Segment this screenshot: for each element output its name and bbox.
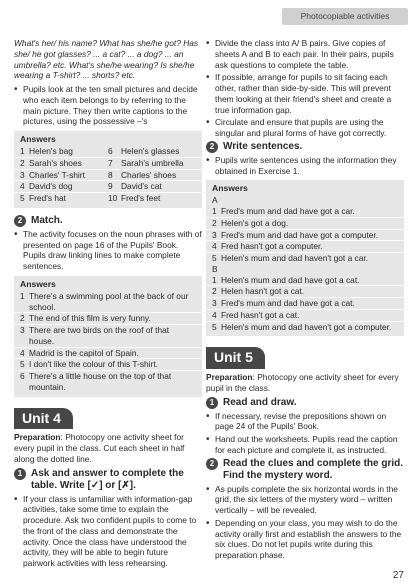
answer-text: There's a little house on the top of that mountain. [29, 371, 172, 392]
answer-text: Helen's mum and dad haven't got a computer. [221, 321, 392, 332]
left-column [14, 38, 202, 571]
answer-row [20, 291, 196, 313]
answer-number: 1 [20, 146, 25, 156]
answer-row [108, 181, 196, 192]
answer-row [20, 193, 108, 204]
answer-number: 5 [20, 193, 25, 203]
preparation-note [206, 372, 404, 394]
answer-text: Fred hasn't got a computer. [221, 241, 323, 252]
bullet-oral-first: • Depending on your class, you may wish to do the activity orally first and establish the answers to the six clues. Do not let pupils write during this preparation phase. [206, 518, 404, 561]
section-number-badge: 2 [206, 458, 218, 470]
preparation-label: Preparation [14, 432, 61, 443]
unit-5-banner: Unit 5 [206, 347, 265, 369]
section-write-sentences-heading [206, 141, 404, 153]
section-title: Read the clues and complete the grid. Find the mystery word. [223, 457, 404, 481]
section-read-draw-heading [206, 397, 404, 409]
answer-number: 10 [108, 193, 118, 203]
answer-text: Helen's mum and dad have got a cat. [221, 274, 360, 285]
answer-text: Fred's mum and dad have got a computer. [221, 229, 379, 240]
bullet-revise-prepositions: • If necessary, revise the prepositions shown on page 24 of the Pupils' Book. [206, 411, 404, 433]
answer-number: 1 [212, 274, 217, 285]
answers-title: Answers [20, 134, 56, 144]
answer-row [108, 193, 196, 204]
bullet-information-gap: • If your class is unfamiliar with information-gap activities, take some time to explain the procedure. Ask two confident pupils to come to the front of the class and demonstrate the activity. Once the class have understood the activity, they will be able to begin future pairwork activities with less rehearsing. [14, 494, 202, 569]
answer-row [212, 322, 398, 333]
page-number: 27 [392, 570, 404, 581]
answer-row [212, 206, 398, 217]
bullet-circulate: • Circulate and ensure that pupils are using the singular and plural forms of have got correctly. [206, 117, 404, 139]
answer-text: Charles' shoes [121, 169, 177, 180]
answer-number: 3 [212, 298, 217, 308]
answer-row [20, 313, 196, 324]
answers-group-b-label: B [212, 263, 218, 274]
section-read-clues-heading [206, 458, 404, 482]
answer-text: Sarah's umbrella [121, 157, 184, 168]
answer-row [212, 230, 398, 241]
answer-text: David's cat [121, 181, 162, 192]
answer-number: 2 [212, 286, 217, 297]
answers-title: Answers [212, 183, 248, 194]
answer-row [212, 253, 398, 264]
answer-text: Fred hasn't got a cat. [221, 309, 300, 320]
section-match-heading [14, 215, 202, 227]
answer-number: 4 [212, 309, 217, 320]
answer-row [20, 371, 196, 393]
answers-group-b [212, 275, 398, 333]
answer-number: 3 [20, 325, 25, 335]
answer-number: 2 [212, 217, 217, 228]
right-column [206, 38, 404, 563]
answers-col-2 [108, 146, 196, 204]
answer-row [20, 325, 196, 347]
section-number-badge: 1 [206, 397, 218, 409]
answer-row [20, 181, 108, 192]
answer-number: 3 [20, 169, 25, 180]
answer-number: 4 [212, 241, 217, 252]
section-title: Match. [31, 214, 63, 226]
answer-text: Helen's glasses [121, 146, 180, 156]
answer-text: Fred's hat [29, 193, 66, 203]
answers-title: Answers [20, 278, 56, 289]
answer-number: 6 [20, 371, 25, 381]
answer-row [212, 310, 398, 321]
answer-text: Charles' T-shirt [29, 169, 85, 180]
answer-row [20, 170, 108, 181]
answer-text: Fred's mum and dad have got a cat. [221, 298, 355, 308]
answer-number: 1 [212, 206, 217, 216]
answer-text: Fred's feet [121, 193, 161, 203]
answer-text: Fred's mum and dad have got a car. [221, 206, 355, 216]
answer-number: 9 [108, 181, 113, 192]
section-title: Read and draw. [223, 396, 297, 408]
section-title: Ask and answer to complete the table. Write [✓] or [✗]. [31, 467, 184, 491]
answer-text: Helen's bag [29, 146, 73, 156]
answers-box-match [14, 276, 202, 397]
answer-number: 5 [20, 359, 25, 370]
answer-row [212, 298, 398, 309]
answer-text: There's a swimming pool at the back of our school. [29, 290, 189, 312]
answer-row [212, 286, 398, 297]
preparation-note [14, 432, 202, 464]
section-tab-header: Photocopiable activities [282, 8, 408, 25]
answer-text: There are two birds on the roof of that house. [29, 325, 170, 346]
answer-text: Helen's got a dog. [221, 217, 289, 228]
answer-text: Madrid is the capitol of Spain. [29, 347, 139, 358]
bullet-noun-phrases: • The activity focuses on the noun phrases with of presented on page 16 of the Pupils' Book. Pupils draw linking lines to make complete sentences. [14, 229, 202, 272]
answer-row [20, 158, 108, 169]
answers-list [20, 291, 196, 393]
preparation-text: : Photocopy one activity sheet for every pupil in the class. Cut each sheet in half along the dotted line. [14, 432, 185, 464]
answers-group-a-label: A [212, 195, 218, 206]
answer-row [212, 275, 398, 286]
bullet-divide-class: • Divide the class into A/ B pairs. Give copies of sheets A and B to each pair. In their pairs, pupils ask questions to complete the table. [206, 38, 404, 70]
section-number-badge: 2 [14, 215, 26, 227]
answer-text: Sarah's shoes [29, 157, 82, 168]
answer-row [108, 170, 196, 181]
bullet-look-at-pictures: • Pupils look at the ten small pictures and decide who each item belongs to by referring to the main picture. They then write captions to the pictures, using the possessive –'s [14, 84, 202, 127]
answer-number: 6 [108, 146, 113, 156]
preparation-text: : Photocopy one activity sheet for every pupil in the class. [206, 372, 399, 393]
bullet-hand-out: • Hand out the worksheets. Pupils read the caption for each picture and complete it, as instructed. [206, 434, 404, 456]
answer-row [20, 348, 196, 359]
answers-col-1 [20, 146, 108, 204]
answers-box-sentences [206, 180, 404, 336]
answer-number: 5 [212, 253, 217, 263]
preparation-label: Preparation [206, 372, 253, 383]
bullet-write-sentences: • Pupils write sentences using the information they obtained in Exercise 1. [206, 155, 404, 177]
answer-text: The end of this film is very funny. [29, 313, 151, 324]
answers-group-a [212, 206, 398, 264]
answer-row [212, 241, 398, 252]
answer-row [108, 146, 196, 157]
answer-row [108, 158, 196, 169]
answer-number: 3 [212, 229, 217, 240]
answer-number: 1 [20, 290, 25, 301]
answer-number: 2 [20, 157, 25, 168]
intro-questions: What's her/ his name? What has she/he got? Has she/ he got glasses? ... a cat? ... a dog? ... an umbrella? etc. What's she/he wearing? Is she/he wearing a T-shirt? ... shorts? etc. [14, 38, 199, 81]
section-number-badge: 1 [14, 468, 26, 480]
answer-row [212, 218, 398, 229]
bullet-arrange-pupils: • If possible, arrange for pupils to sit facing each other, rather than side-by-side. This will prevent them looking at their friend's sheet and create a true information gap. [206, 72, 404, 115]
section-ask-answer-heading [14, 468, 202, 492]
unit-4-banner: Unit 4 [14, 408, 73, 430]
answer-text: Helen hasn't got a cat. [221, 286, 305, 297]
section-number-badge: 2 [206, 141, 218, 153]
answer-number: 4 [20, 347, 25, 358]
answer-number: 4 [20, 181, 25, 192]
answer-number: 5 [212, 321, 217, 332]
answer-row [20, 359, 196, 370]
answer-text: I don't like the colour of this T-shirt. [29, 359, 158, 370]
answer-number: 8 [108, 169, 113, 180]
bullet-complete-grid: • As pupils complete the six horizontal words in the grid, the six letters of the mystery word – written vertically – will be revealed. [206, 484, 404, 516]
answer-text: David's dog [29, 181, 73, 192]
answers-box-possessive [14, 131, 202, 208]
section-title: Write sentences. [223, 140, 303, 152]
answer-number: 2 [20, 313, 25, 324]
answer-row [20, 146, 108, 157]
answer-text: Helen's mum and dad haven't got a car. [221, 253, 369, 263]
answer-number: 7 [108, 157, 113, 168]
